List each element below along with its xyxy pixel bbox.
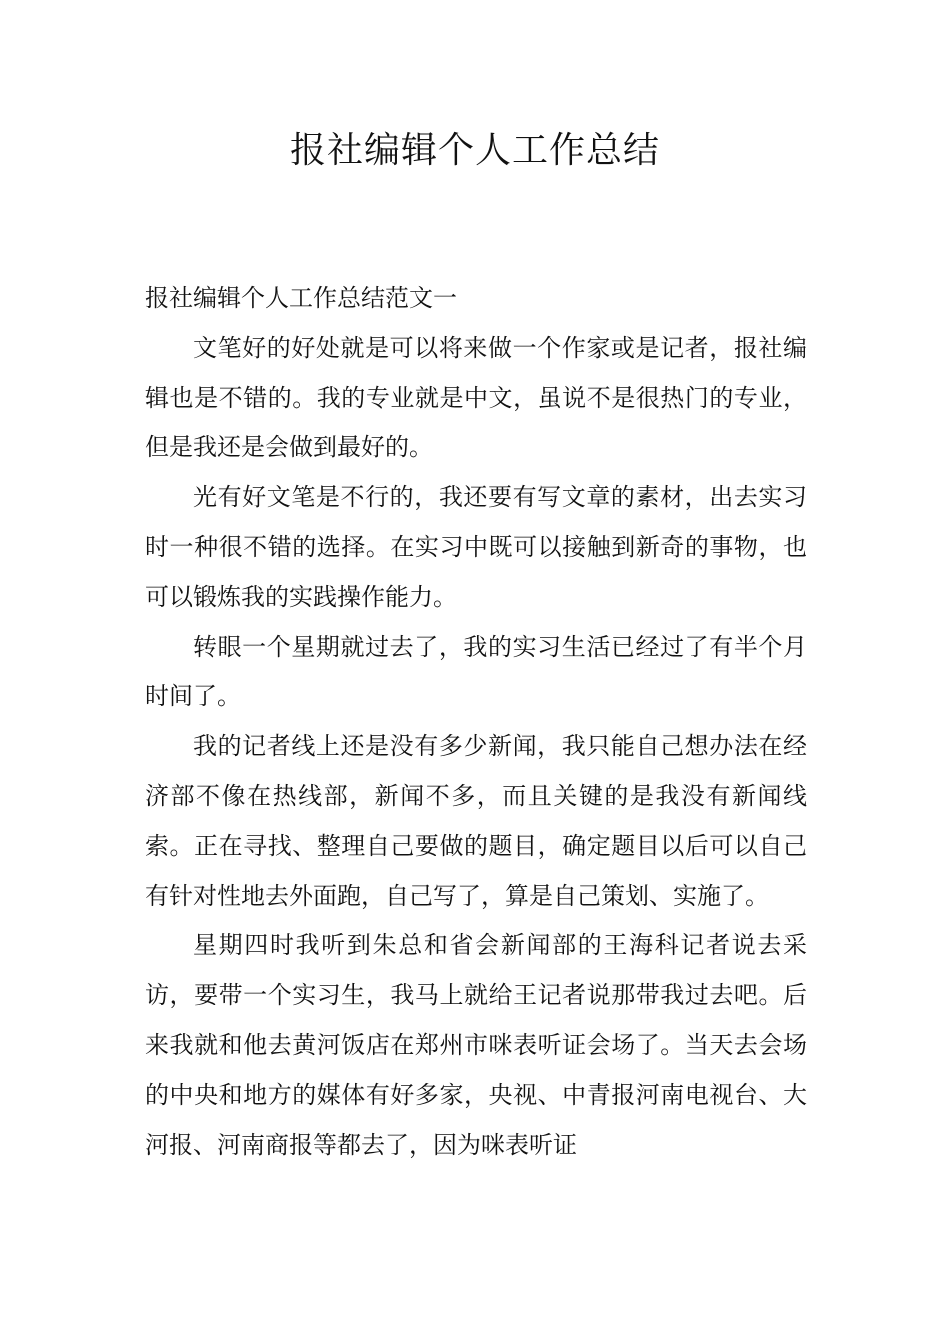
document-body <box>145 274 807 1170</box>
document-title: 报社编辑个人工作总结 <box>289 130 660 171</box>
paragraph-3: 转眼一个星期就过去了，我的实习生活已经过了有半个月时间了。 <box>145 632 807 711</box>
section-subtitle: 报社编辑个人工作总结范文一 <box>145 284 457 312</box>
paragraph-1: 文笔好的好处就是可以将来做一个作家或是记者，报社编辑也是不错的。我的专业就是中文，虽说不是很热门的专业，但是我还是会做到最好的。 <box>145 333 807 462</box>
paragraph-2: 光有好文笔是不行的，我还要有写文章的素材，出去实习时一种很不错的选择。在实习中既可以接触到新奇的事物，也可以锻炼我的实践操作能力。 <box>145 483 807 611</box>
paragraph-4: 我的记者线上还是没有多少新闻，我只能自己想办法在经济部不像在热线部，新闻不多，而且关键的是我没有新闻线索。正在寻找、整理自己要做的题目，确定题目以后可以自己有针对性地去外面跑，自己写了，算是自己策划、实施了。 <box>145 732 807 910</box>
paragraph-5: 星期四时我听到朱总和省会新闻部的王海科记者说去采访，要带一个实习生，我马上就给王记者说那带我过去吧。后来我就和他去黄河饭店在郑州市咪表听证会场了。当天去会场的中央和地方的媒体有好多家，央视、中青报河南电视台、大河报、河南商报等都去了，因为咪表听证 <box>145 931 807 1159</box>
